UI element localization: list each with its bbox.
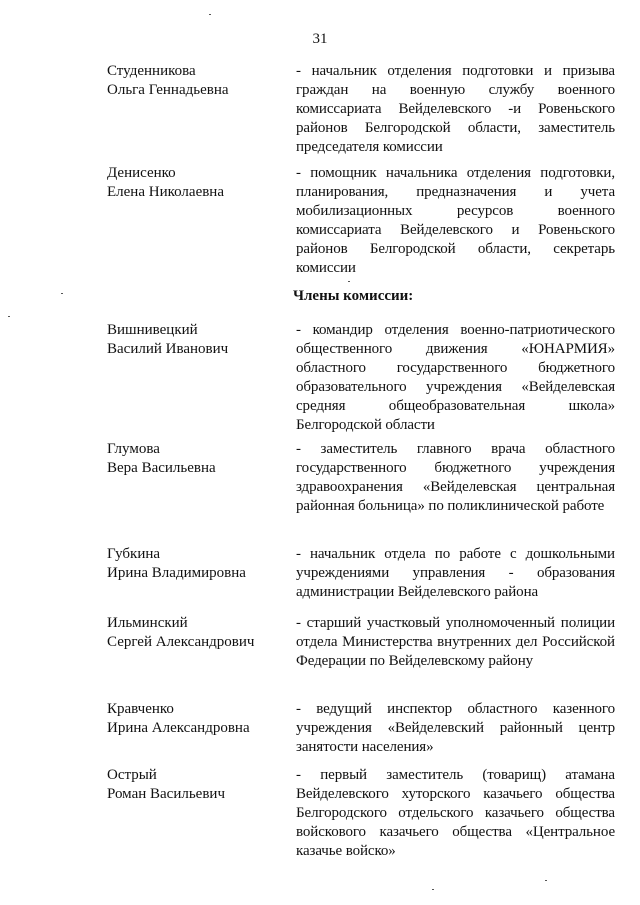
member-name (107, 614, 287, 652)
member-surname: Острый (107, 767, 157, 783)
member-given-names: Ольга Геннадьевна (107, 82, 229, 98)
member-surname: Денисенко (107, 165, 176, 181)
member-role: - начальник отделения подготовки и призыва граждан на военную службу военного комиссариата Вейделевского -и Ровеньского районов Белгородской области, заместитель председателя комиссии (296, 63, 615, 155)
scan-speck (348, 281, 350, 282)
member-surname: Вишнивецкий (107, 322, 198, 338)
member-given-names: Елена Николаевна (107, 184, 224, 200)
member-name (107, 164, 287, 202)
member-given-names: Вера Васильевна (107, 460, 216, 476)
member-name (107, 545, 287, 583)
scan-speck (209, 14, 211, 15)
section-heading: Члены комиссии: (293, 288, 414, 304)
member-role: - заместитель главного врача областного государственного бюджетного учреждения здравоохранения «Вейделевская центральная районная больница» по поликлинической работе (296, 441, 615, 514)
member-surname: Глумова (107, 441, 160, 457)
member-surname: Ильминский (107, 615, 188, 631)
scan-speck (8, 316, 10, 317)
member-role: - ведущий инспектор областного казенного учреждения «Вейделевский районный центр занятости населения» (296, 701, 615, 755)
member-name (107, 700, 287, 738)
member-name (107, 62, 287, 100)
member-given-names: Ирина Александровна (107, 720, 250, 736)
member-name (107, 321, 287, 359)
member-given-names: Роман Васильевич (107, 786, 225, 802)
scan-speck (61, 293, 63, 294)
scan-speck (432, 889, 434, 890)
member-role: - первый заместитель (товарищ) атамана Вейделевского хуторского казачьего общества Белгородского отдельского казачьего общества войскового казачьего общества «Центральное казачье войско» (296, 767, 615, 859)
scan-speck (545, 880, 547, 881)
member-role: - помощник начальника отделения подготовки, планирования, предназначения и учета мобилизационных ресурсов военного комиссариата Вейделевского и Ровеньского районов Белгородской области, секретарь комиссии (296, 165, 615, 276)
member-role: - начальник отдела по работе с дошкольными учреждениями управления - образования администрации Вейделевского района (296, 546, 615, 600)
member-surname: Губкина (107, 546, 161, 562)
member-surname: Студенникова (107, 63, 196, 79)
member-name (107, 440, 287, 478)
member-role: - старший участковый уполномоченный полиции отдела Министерства внутренних дел Российской Федерации по Вейделевскому району (296, 615, 615, 669)
member-surname: Кравченко (107, 701, 174, 717)
member-given-names: Ирина Владимировна (107, 565, 246, 581)
member-given-names: Василий Иванович (107, 341, 229, 357)
member-role: - командир отделения военно-патриотического общественного движения «ЮНАРМИЯ» областного государственного бюджетного образовательного учреждения «Вейделевская средняя общеобразовательная школа» Белгородской области (296, 322, 615, 433)
page-number: 31 (312, 31, 328, 47)
member-name (107, 766, 287, 804)
member-given-names: Сергей Александрович (107, 634, 255, 650)
